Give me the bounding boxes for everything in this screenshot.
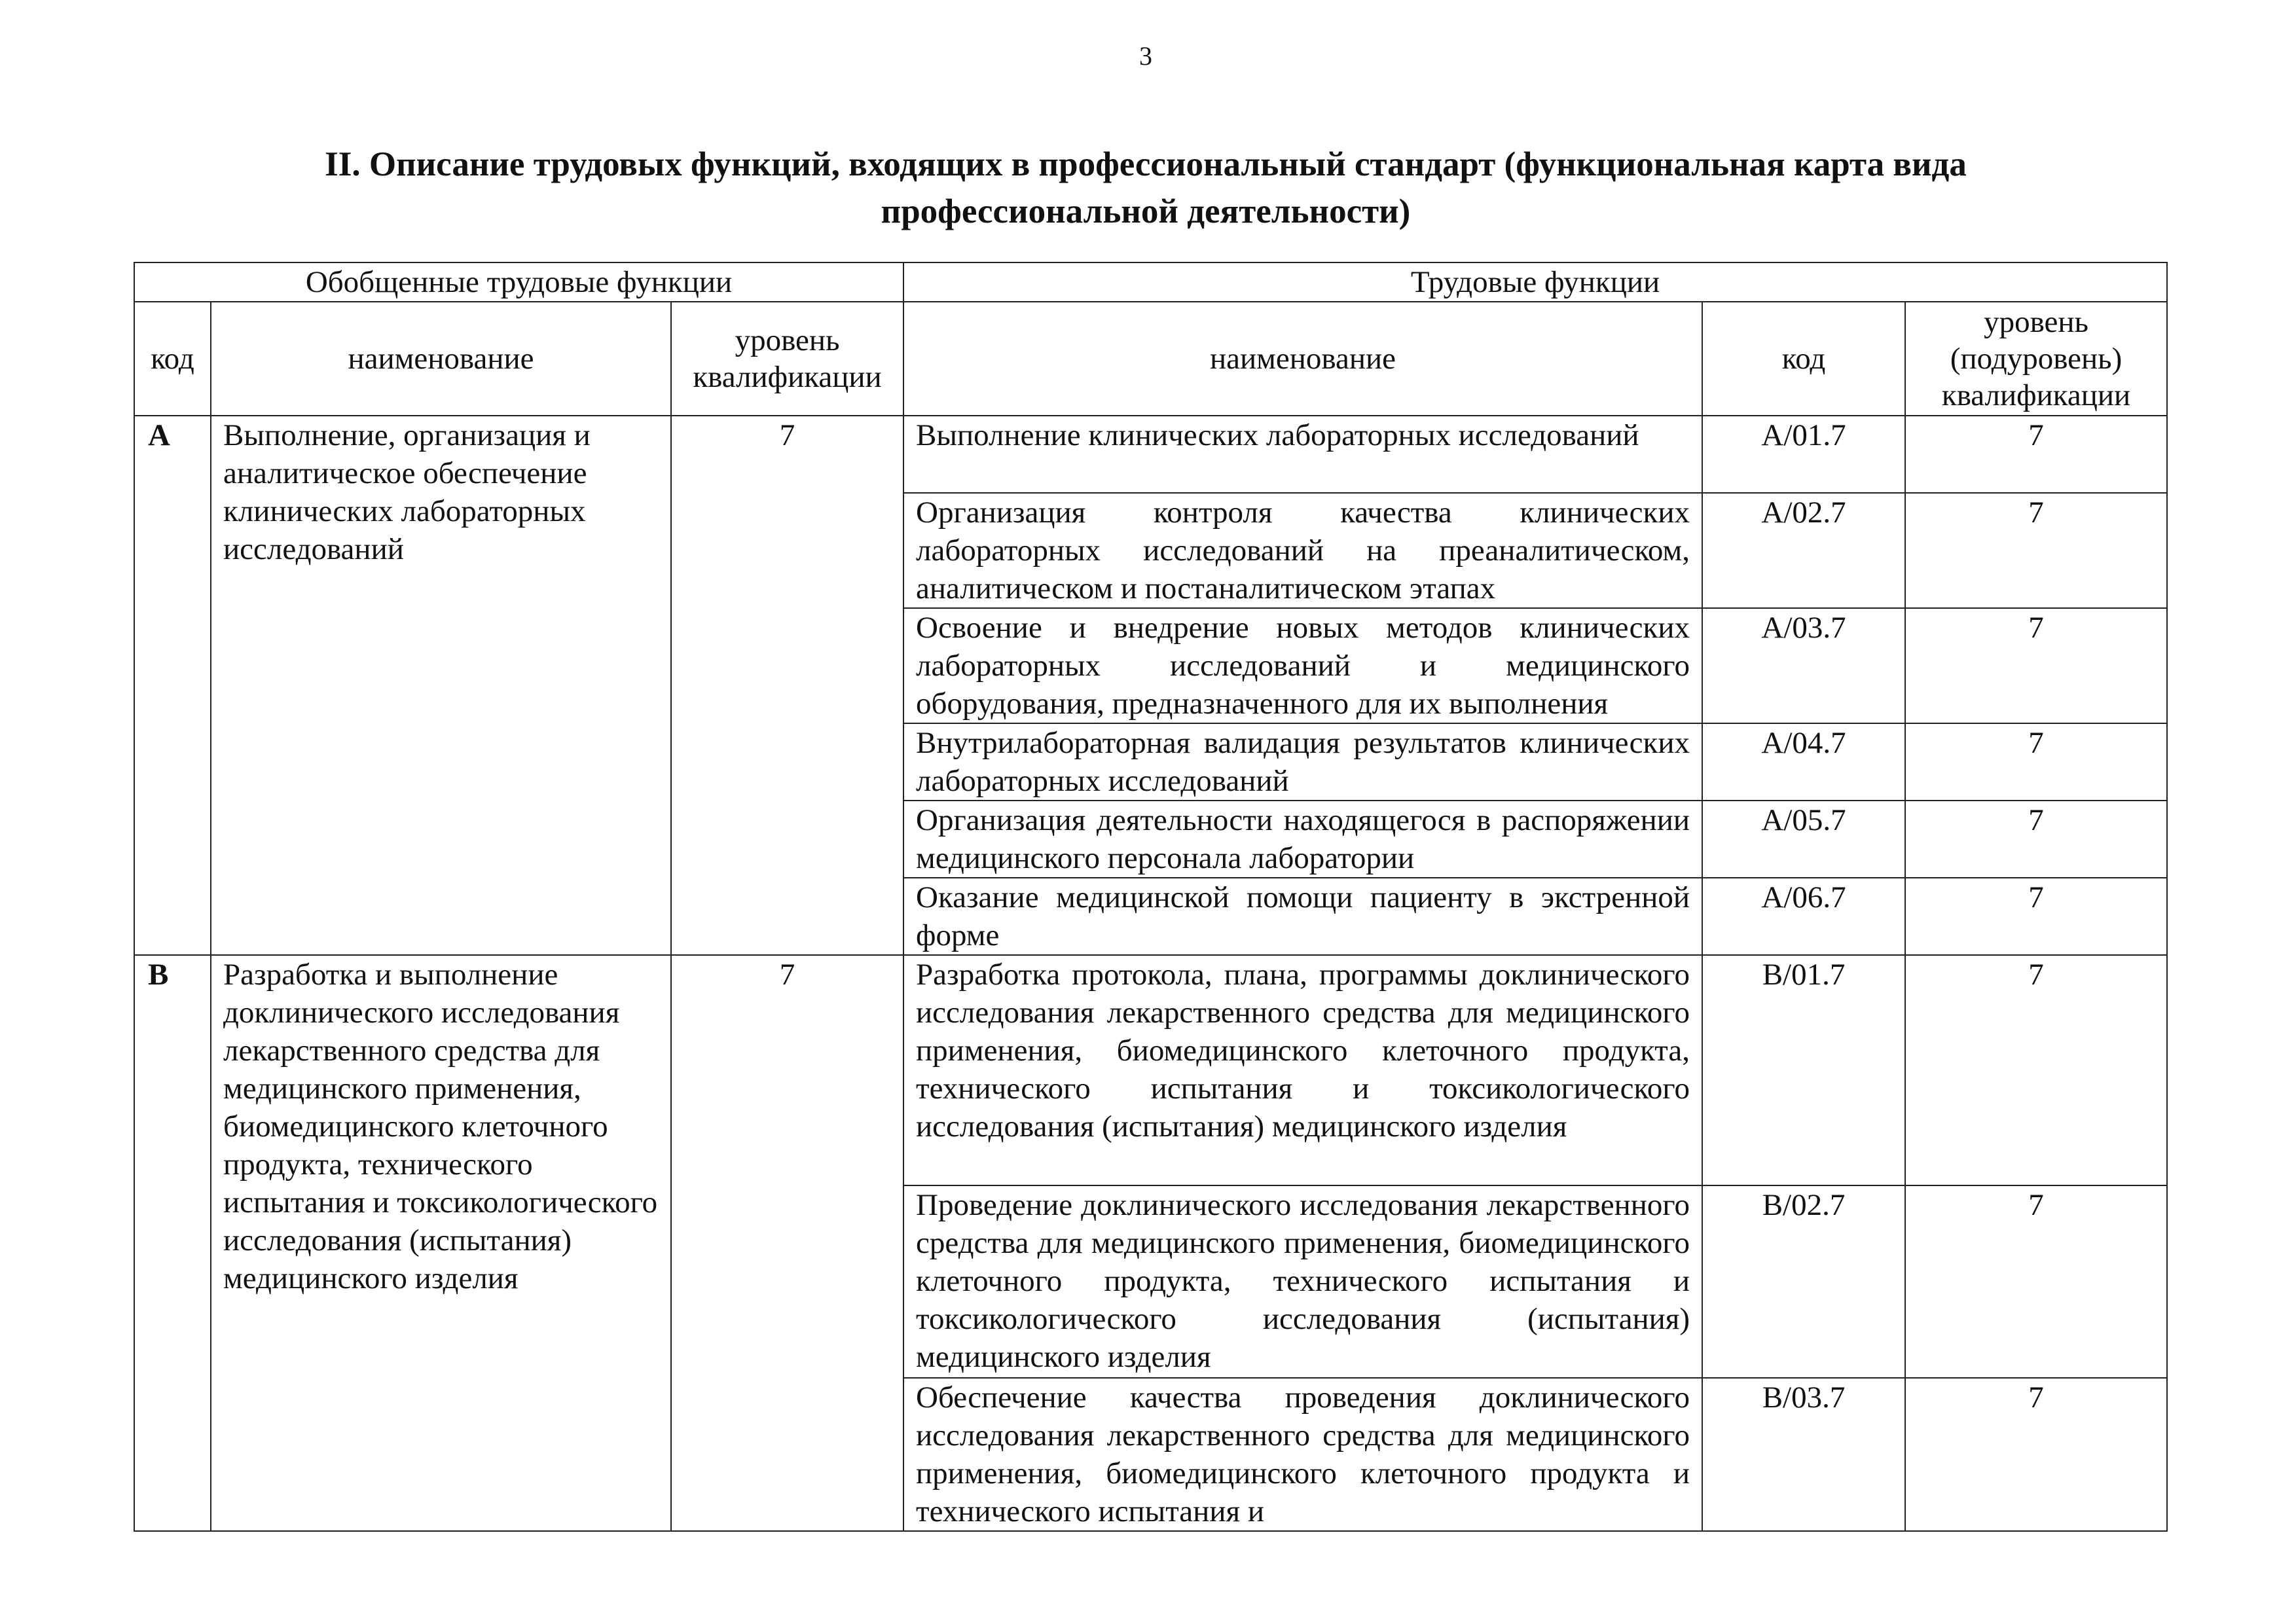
gen-code-header: код <box>134 302 211 416</box>
gen-level-cell: 7 <box>671 955 903 1531</box>
gen-name-cell: Выполнение, организация и аналитическое обеспечение клинических лабораторных исследований <box>211 416 671 955</box>
func-name-cell: Обеспечение качества проведения доклинического исследования лекарственного средства для медицинского применения, биомедицинского клеточного продукта и технического испытания и <box>903 1378 1702 1531</box>
func-name-cell: Оказание медицинской помощи пациенту в экстренной форме <box>903 878 1702 955</box>
func-level-cell: 7 <box>1905 1378 2167 1531</box>
gen-code-cell: B <box>134 955 211 1531</box>
func-code-cell: A/01.7 <box>1702 416 1905 493</box>
gen-code-cell: A <box>134 416 211 955</box>
func-code-cell: B/02.7 <box>1702 1185 1905 1378</box>
group-header-row <box>134 262 2167 302</box>
gen-level-cell: 7 <box>671 416 903 955</box>
func-level-cell: 7 <box>1905 801 2167 878</box>
func-code-cell: A/04.7 <box>1702 723 1905 801</box>
func-code-cell: A/03.7 <box>1702 608 1905 723</box>
func-level-cell: 7 <box>1905 493 2167 608</box>
func-level-cell: 7 <box>1905 416 2167 493</box>
page-title: II. Описание трудовых функций, входящих в профессиональный стандарт (функциональная карта вида профессиональной деятельности) <box>325 145 1967 230</box>
generalized-functions-header: Обобщенные трудовые функции <box>134 262 903 302</box>
table-row <box>134 416 2167 493</box>
func-code-cell: B/01.7 <box>1702 955 1905 1185</box>
gen-name-header: наименование <box>211 302 671 416</box>
func-name-cell: Организация деятельности находящегося в распоряжении медицинского персонала лаборатории <box>903 801 1702 878</box>
func-level-cell: 7 <box>1905 723 2167 801</box>
func-name-cell: Освоение и внедрение новых методов клинических лабораторных исследований и медицинского оборудования, предназначенного для их выполнения <box>903 608 1702 723</box>
column-header-row <box>134 302 2167 416</box>
page-number: 3 <box>1139 41 1152 71</box>
func-level-cell: 7 <box>1905 1185 2167 1378</box>
func-code-cell: A/02.7 <box>1702 493 1905 608</box>
func-name-cell: Организация контроля качества клинических лабораторных исследований на преаналитическом, аналитическом и постаналитическом этапах <box>903 493 1702 608</box>
func-name-cell: Выполнение клинических лабораторных исследований <box>903 416 1702 493</box>
func-name-cell: Внутрилабораторная валидация результатов клинических лабораторных исследований <box>903 723 1702 801</box>
gen-level-header: уровень квалификации <box>671 302 903 416</box>
table-row <box>134 955 2167 1185</box>
func-name-cell: Проведение доклинического исследования лекарственного средства для медицинского применения, биомедицинского клеточного продукта, технического испытания и токсикологического исследования (испытания) медицинского изделия <box>903 1185 1702 1378</box>
func-name-header: наименование <box>903 302 1702 416</box>
func-level-header: уровень (подуровень) квалификации <box>1905 302 2167 416</box>
functional-map-table <box>134 262 2168 1532</box>
gen-name-cell: Разработка и выполнение доклинического исследования лекарственного средства для медицинского применения, биомедицинского клеточного продукта, технического испытания и токсикологического исследования (испытания) медицинского изделия <box>211 955 671 1531</box>
labor-functions-header: Трудовые функции <box>903 262 2167 302</box>
func-code-cell: A/06.7 <box>1702 878 1905 955</box>
func-code-cell: B/03.7 <box>1702 1378 1905 1531</box>
func-level-cell: 7 <box>1905 955 2167 1185</box>
func-level-cell: 7 <box>1905 878 2167 955</box>
func-level-cell: 7 <box>1905 608 2167 723</box>
func-name-cell: Разработка протокола, плана, программы доклинического исследования лекарственного средства для медицинского применения, биомедицинского клеточного продукта, технического испытания и токсикологического исследования (испытания) медицинского изделия <box>903 955 1702 1185</box>
func-code-cell: A/05.7 <box>1702 801 1905 878</box>
func-code-header: код <box>1702 302 1905 416</box>
